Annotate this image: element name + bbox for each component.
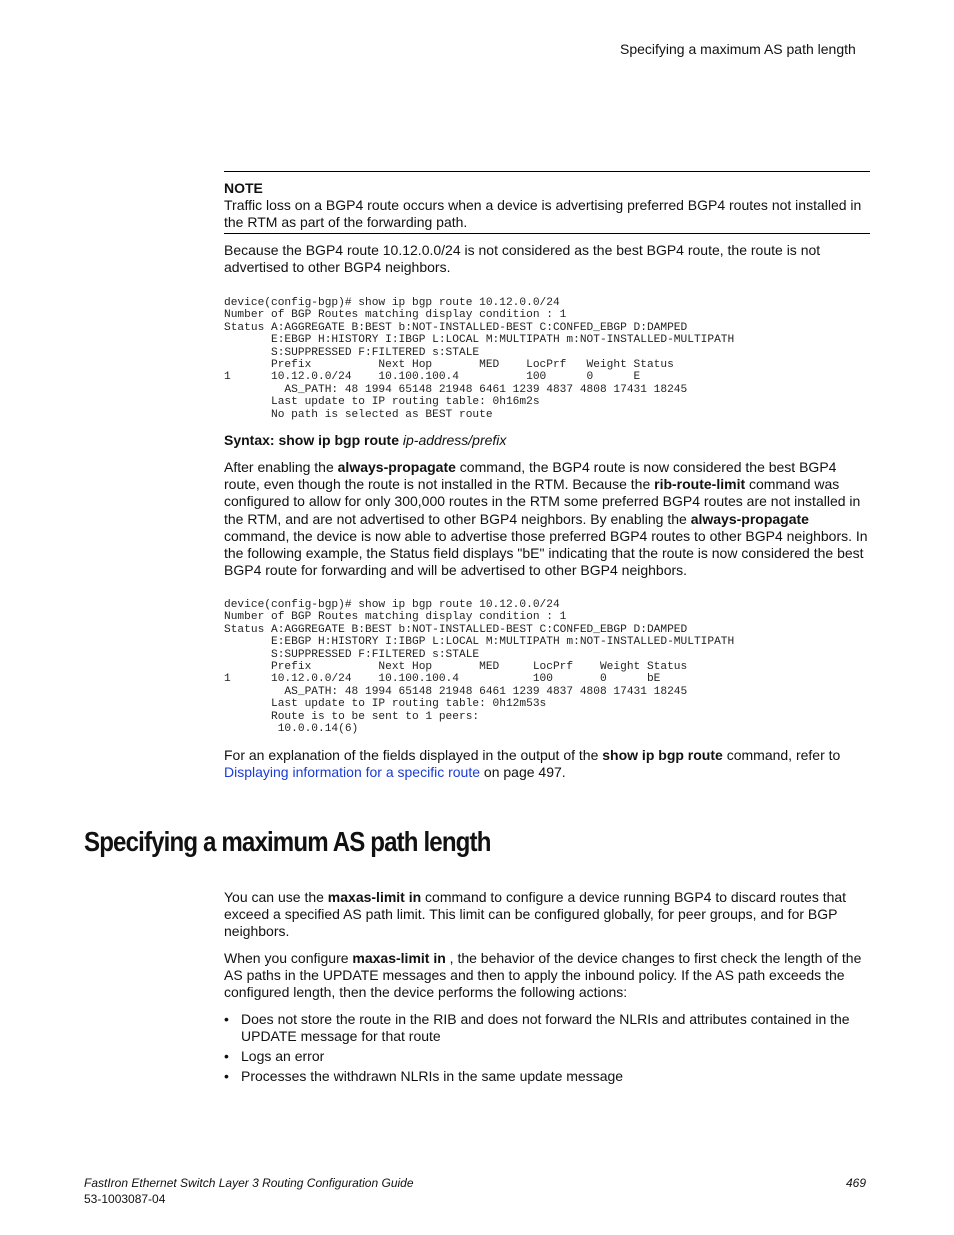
running-header: Specifying a maximum AS path length — [620, 41, 856, 57]
bullet-icon: • — [224, 1011, 229, 1027]
action-list — [224, 1011, 874, 1087]
note-bottom-rule — [224, 233, 870, 234]
bullet-icon: • — [224, 1047, 229, 1064]
paragraph-explanation-ref: For an explanation of the fields displayed in the output of the show ip bgp route command, refer to Displaying information for a specific route on page 497. — [224, 747, 841, 781]
syntax-param: ip-address/prefix — [402, 432, 507, 448]
keyword-always-propagate-2: always-propagate — [690, 510, 809, 527]
note-title: NOTE — [224, 180, 263, 196]
footer-doc-number: 53-1003087-04 — [84, 1192, 166, 1206]
paragraph-route-not-best: Because the BGP4 route 10.12.0.0/24 is not considered as the best BGP4 route, the route is not advertised to other BGP4 neighbors. — [224, 242, 821, 276]
keyword-always-propagate: always-propagate — [337, 459, 456, 475]
page-number: 469 — [846, 1176, 867, 1190]
note-text: Traffic loss on a BGP4 route occurs when a device is advertising preferred BGP4 routes not installed in the RTM as part of the forwarding path. — [224, 197, 862, 231]
keyword-maxas-limit-2: maxas-limit in — [352, 950, 446, 966]
keyword-show-ip-bgp-route: show ip bgp route — [602, 747, 723, 763]
list-item: • Processes the withdrawn NLRIs in the same update message — [224, 1067, 624, 1084]
syntax-command: Syntax: show ip bgp route — [224, 432, 403, 448]
paragraph-always-propagate: After enabling the always-propagate command, the BGP4 route is now considered the best BGP4 route, even though the route is not installed in the RTM. Because the rib-route-limit command was configured to allow for only 300,000 routes in the RTM some preferred BGP4 routes are not installed in the RTM, and are not advertised to other BGP4 neighbors. By enabling the always-propagate command, the device is now able to advertise those preferred BGP4 routes to other BGP4 neighbors. In the following example, the Status field displays "bE" indicating that the route is now considered the best BGP4 route for forwarding and will be advertised to other BGP4 neighbors. — [224, 459, 868, 579]
syntax-line — [224, 432, 506, 449]
code-block-before: device(config-bgp)# show ip bgp route 10.12.0.0/24 Number of BGP Routes matching display condition : 1 Status A:AGGREGATE B:BEST b:NOT-INSTALLED-BEST C:CONFED_EBGP D:DAMPED E:EBGP H:HISTORY I:IBGP L:LOCAL M:MULTIPATH m:NOT-INSTALLED-MULTIPATH S:SUPPRESSED F:FILTERED s:STALE Prefix Next Hop MED LocPrf Weight Status 1 10.12.0.0/24 10.100.100.4 100 0 E AS_PATH: 48 1994 65148 21948 6461 1239 4837 4808 17431 18245 Last update to IP routing table: 0h16m2s No path is selected as BEST route — [224, 297, 735, 421]
keyword-rib-route-limit: rib-route-limit — [654, 476, 746, 493]
paragraph-maxas-behavior: When you configure maxas-limit in , the behavior of the device changes to first check the length of the AS paths in the UPDATE messages and then to apply the inbound policy. If the AS path exceeds the configured length, then the device performs the following actions: — [224, 950, 862, 1001]
cross-reference-link[interactable]: Displaying information for a specific route — [224, 764, 481, 781]
list-item: • Logs an error — [224, 1047, 325, 1064]
section-heading: Specifying a maximum AS path length — [84, 826, 491, 857]
code-block-after: device(config-bgp)# show ip bgp route 10.12.0.0/24 Number of BGP Routes matching display condition : 1 Status A:AGGREGATE B:BEST b:NOT-INSTALLED-BEST C:CONFED_EBGP D:DAMPED E:EBGP H:HISTORY I:IBGP L:LOCAL M:MULTIPATH m:NOT-INSTALLED-MULTIPATH S:SUPPRESSED F:FILTERED s:STALE Prefix Next Hop MED LocPrf Weight Status 1 10.12.0.0/24 10.100.100.4 100 0 bE AS_PATH: 48 1994 65148 21948 6461 1239 4837 4808 17431 18245 Last update to IP routing table: 0h12m53s Route is to be sent to 1 peers: 10.0.0.14(6) — [224, 599, 735, 736]
footer-guide-title: FastIron Ethernet Switch Layer 3 Routing Configuration Guide — [84, 1176, 414, 1190]
note-top-rule — [224, 171, 870, 172]
paragraph-maxas-intro: You can use the maxas-limit in command to configure a device running BGP4 to discard routes that exceed a specified AS path limit. This limit can be configured globally, for peer groups, and for BGP neighbors. — [224, 889, 847, 940]
keyword-maxas-limit: maxas-limit in — [327, 889, 422, 905]
list-item: • Does not store the route in the RIB and does not forward the NLRIs and attributes contained in the UPDATE message for that route — [224, 1011, 850, 1045]
bullet-icon: • — [224, 1067, 229, 1084]
